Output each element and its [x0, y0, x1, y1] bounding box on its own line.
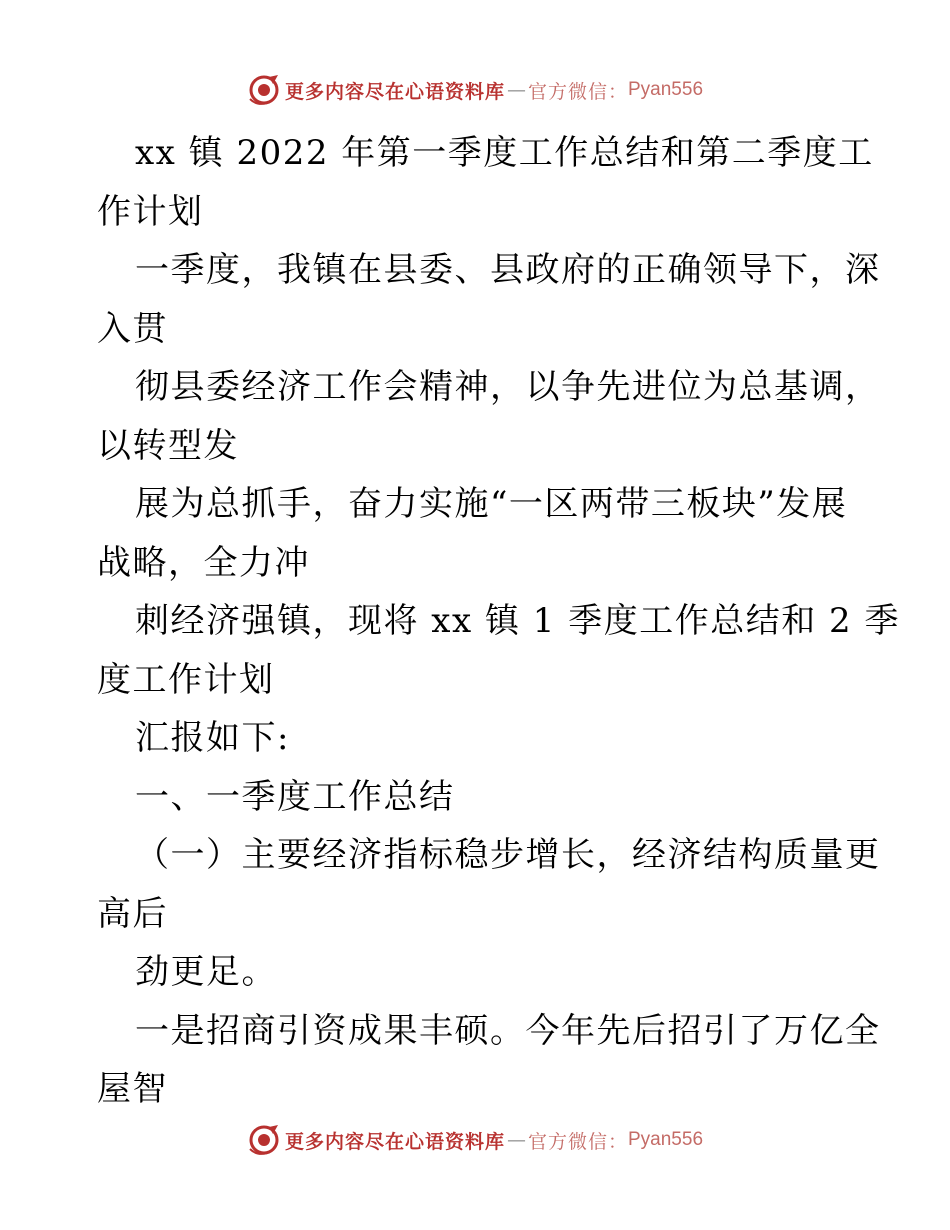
watermark-brand: 更多内容尽在心语资料库 [284, 80, 505, 103]
text-line: 度工作计划 [97, 659, 275, 700]
text-line: 劲更足。 [135, 952, 277, 992]
pen-logo-icon [247, 73, 281, 107]
watermark-dash: — [506, 79, 526, 101]
text-line: 一季度，我镇在县委、县政府的正确领导下，深 [135, 250, 881, 290]
watermark-wechat-id: Pyan556 [628, 79, 704, 100]
watermark-dash: — [506, 1129, 526, 1151]
section-heading: 一、一季度工作总结 [135, 776, 455, 817]
pen-logo-icon [247, 1123, 281, 1157]
text-line: 一是招商引资成果丰硕。今年先后招引了万亿全 [135, 1010, 881, 1051]
subsection-heading-cont: 高后 [97, 893, 168, 934]
header-watermark [0, 70, 950, 110]
text-line: 屋智 [97, 1069, 168, 1109]
watermark-wechat-id: Pyan556 [628, 1129, 704, 1150]
text-line: 彻县委经济工作会精神，以争先进位为总基调， [135, 367, 881, 407]
watermark-brand: 更多内容尽在心语资料库 [284, 1130, 505, 1153]
text-line: 以转型发 [97, 425, 239, 466]
document-title-line-2: 作计划 [97, 191, 204, 232]
text-line: 入贯 [97, 308, 168, 349]
text-line: 展为总抓手，奋力实施“一区两带三板块”发展 [135, 484, 848, 524]
watermark-wechat-label: 官方微信： [527, 1130, 628, 1153]
text-line: 汇报如下: [135, 718, 290, 758]
document-body [97, 124, 900, 1119]
text-line: 战略，全力冲 [97, 542, 310, 583]
document-title-line-1: xx 镇 2022 年第一季度工作总结和第二季度工 [135, 133, 874, 173]
text-line: 刺经济强镇，现将 xx 镇 1 季度工作总结和 2 季 [135, 601, 900, 641]
watermark-wechat-label: 官方微信： [527, 80, 628, 103]
subsection-heading: （一）主要经济指标稳步增长，经济结构质量更 [135, 835, 881, 875]
footer-watermark [0, 1120, 950, 1160]
